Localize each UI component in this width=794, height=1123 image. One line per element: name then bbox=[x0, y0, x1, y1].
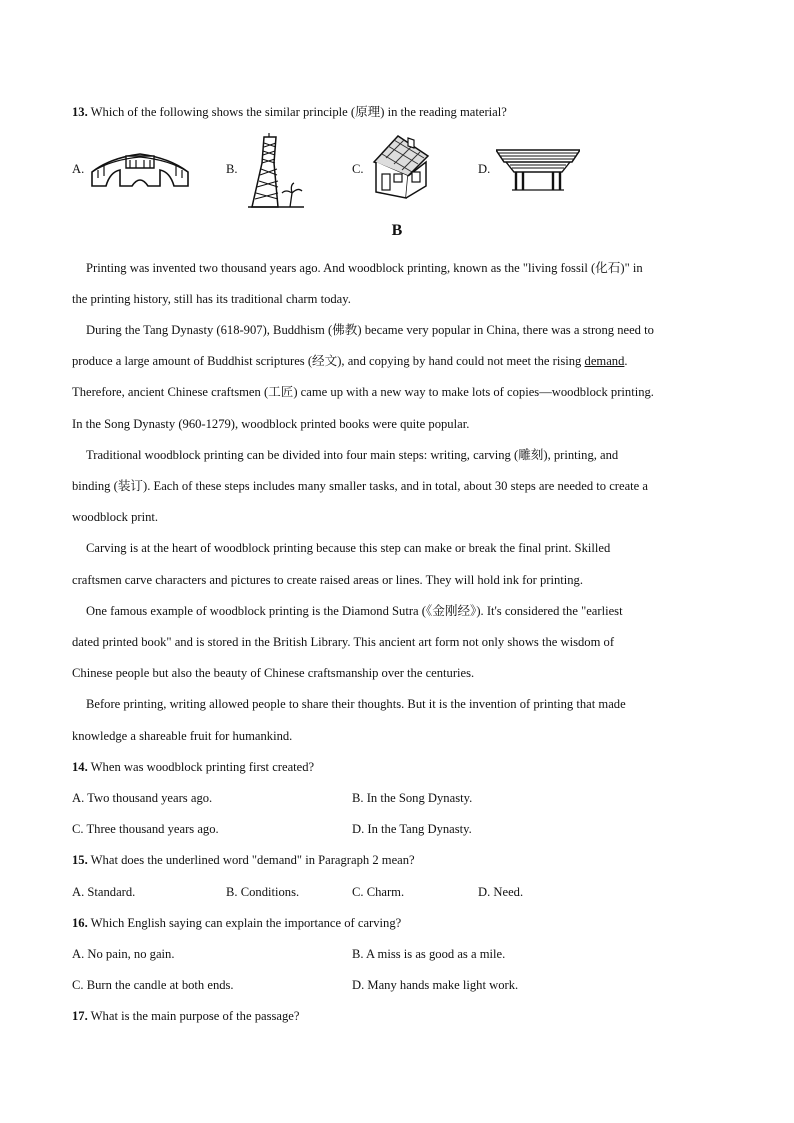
q14-option-b[interactable]: B. In the Song Dynasty. bbox=[352, 791, 473, 805]
paragraph-1-line-2: the printing history, still has its traditional charm today. bbox=[72, 292, 351, 306]
paragraph-5-line-3: Chinese people but also the beauty of Chinese craftsmanship over the centuries. bbox=[72, 666, 475, 680]
underlined-word-demand: demand bbox=[584, 354, 625, 368]
paragraph-3-line-1: Traditional woodblock printing can be divided into four main steps: writing, carving (雕刻), printing, and bbox=[86, 448, 619, 462]
q14-option-a[interactable]: A. Two thousand years ago. bbox=[72, 791, 213, 805]
q15-option-c[interactable]: C. Charm. bbox=[352, 885, 405, 899]
question-text: When was woodblock printing first created? bbox=[87, 760, 315, 774]
paragraph-3-line-3: woodblock print. bbox=[72, 510, 159, 524]
paragraph-2-line-1: During the Tang Dynasty (618-907), Buddhism (佛教) became very popular in China, there was a strong need to bbox=[86, 323, 654, 337]
q14-option-d[interactable]: D. In the Tang Dynasty. bbox=[352, 822, 472, 836]
q16-option-a[interactable]: A. No pain, no gain. bbox=[72, 947, 175, 961]
section-heading: B bbox=[391, 222, 403, 239]
option-b-letter[interactable]: B. bbox=[226, 162, 238, 176]
paragraph-5-line-2: dated printed book" and is stored in the British Library. This ancient art form not only shows the wisdom of bbox=[72, 635, 615, 649]
q14-option-c[interactable]: C. Three thousand years ago. bbox=[72, 822, 219, 836]
arched-bridge-picture[interactable] bbox=[90, 150, 190, 188]
question-number: 17. bbox=[72, 1009, 88, 1023]
question-number: 13. bbox=[72, 105, 88, 119]
paragraph-2-period: . bbox=[624, 354, 628, 368]
question-text: What is the main purpose of the passage? bbox=[87, 1009, 300, 1023]
paragraph-2-line-2 bbox=[72, 353, 628, 369]
q16-option-b[interactable]: B. A miss is as good as a mile. bbox=[352, 947, 506, 961]
question-14 bbox=[72, 759, 314, 775]
bracket-pavilion-picture[interactable] bbox=[496, 148, 580, 192]
question-15 bbox=[72, 852, 415, 868]
paragraph-2-text: produce a large amount of Buddhist scriptures (经文), and copying by hand could not meet the rising bbox=[72, 354, 585, 368]
paragraph-4-line-2: craftsmen carve characters and pictures to create raised areas or lines. They will hold ink for printing. bbox=[72, 573, 584, 587]
tilted-house-picture[interactable] bbox=[368, 132, 432, 202]
question-text: What does the underlined word "demand" in Paragraph 2 mean? bbox=[87, 853, 415, 867]
paragraph-4-line-1: Carving is at the heart of woodblock printing because this step can make or break the final print. Skilled bbox=[86, 541, 611, 555]
paragraph-2-line-3: Therefore, ancient Chinese craftsmen (工匠) came up with a new way to make lots of copies—woodblock printing. bbox=[72, 385, 654, 399]
q16-option-c[interactable]: C. Burn the candle at both ends. bbox=[72, 978, 234, 992]
q16-option-d[interactable]: D. Many hands make light work. bbox=[352, 978, 519, 992]
lattice-tower-picture[interactable] bbox=[248, 133, 304, 209]
option-c-letter[interactable]: C. bbox=[352, 162, 364, 176]
question-16 bbox=[72, 915, 401, 931]
question-text: Which of the following shows the similar principle (原理) in the reading material? bbox=[87, 105, 507, 119]
question-number: 15. bbox=[72, 853, 88, 867]
question-number: 16. bbox=[72, 916, 88, 930]
paragraph-6-line-2: knowledge a shareable fruit for humankind. bbox=[72, 729, 293, 743]
option-d-letter[interactable]: D. bbox=[478, 162, 491, 176]
paragraph-6-line-1: Before printing, writing allowed people to share their thoughts. But it is the invention of printing that made bbox=[86, 697, 626, 711]
paragraph-1-line-1: Printing was invented two thousand years ago. And woodblock printing, known as the "living fossil (化石)" in bbox=[86, 261, 643, 275]
option-a-letter[interactable]: A. bbox=[72, 162, 85, 176]
paragraph-5-line-1: One famous example of woodblock printing is the Diamond Sutra (《金刚经》). It's considered the "earliest bbox=[86, 604, 623, 618]
question-text: Which English saying can explain the importance of carving? bbox=[87, 916, 402, 930]
q15-option-d[interactable]: D. Need. bbox=[478, 885, 524, 899]
question-number: 14. bbox=[72, 760, 88, 774]
q15-option-a[interactable]: A. Standard. bbox=[72, 885, 136, 899]
paragraph-3-line-2: binding (装订). Each of these steps includes many smaller tasks, and in total, about 30 steps are needed to create a bbox=[72, 479, 648, 493]
question-17 bbox=[72, 1008, 299, 1024]
question-13 bbox=[72, 104, 507, 120]
paragraph-2-line-4: In the Song Dynasty (960-1279), woodblock printed books were quite popular. bbox=[72, 417, 470, 431]
q15-option-b[interactable]: B. Conditions. bbox=[226, 885, 300, 899]
